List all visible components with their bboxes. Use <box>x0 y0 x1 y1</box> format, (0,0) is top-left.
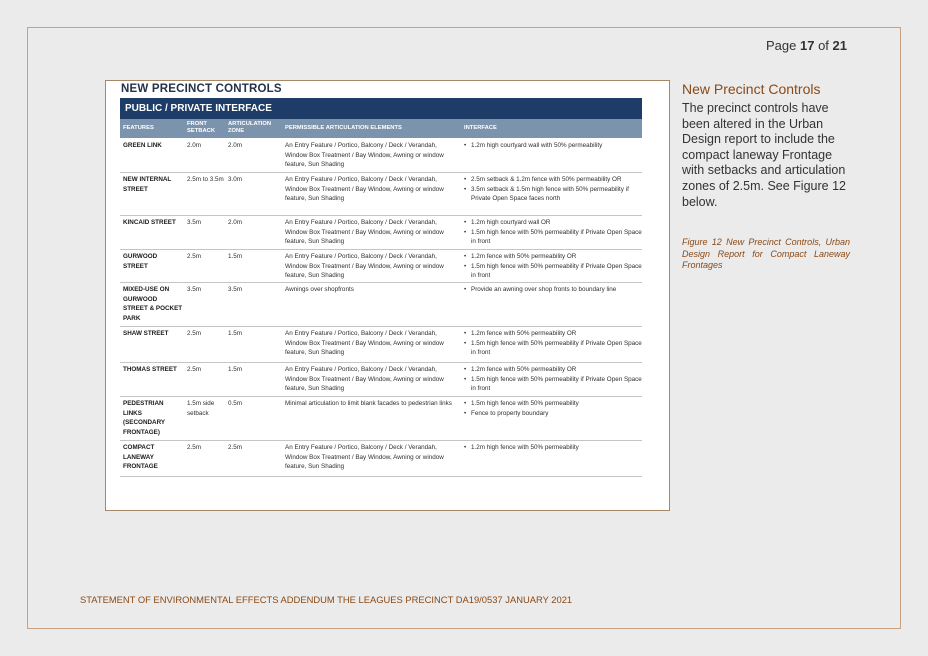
interface-item: • 1.2m fence with 50% permeability OR <box>464 329 642 339</box>
row-elements: An Entry Feature / Portico, Balcony / Deck / Verandah, Window Box Treatment / Bay Window, Awning or window feature, Sun Shading <box>285 444 444 470</box>
row-feature: THOMAS STREET <box>123 366 177 373</box>
row-zone: 2.0m <box>228 219 242 226</box>
table-row <box>120 440 642 477</box>
row-elements: Awnings over shopfronts <box>285 286 354 293</box>
row-elements: An Entry Feature / Portico, Balcony / Deck / Verandah, Window Box Treatment / Bay Window, Awning or window feature, Sun Shading <box>285 219 444 245</box>
row-setback: 2.5m <box>187 444 201 451</box>
row-elements: An Entry Feature / Portico, Balcony / Deck / Verandah, Window Box Treatment / Bay Window, Awning or window feature, Sun Shading <box>285 366 444 392</box>
row-setback: 1.5m side setback <box>187 400 215 417</box>
footer-text: STATEMENT OF ENVIRONMENTAL EFFECTS ADDENDUM THE LEAGUES PRECINCT DA19/0537 JANUARY 2021 <box>80 594 573 605</box>
interface-item: • 1.5m high fence with 50% permeability if Private Open Space in front <box>464 375 642 394</box>
row-interface <box>464 399 642 418</box>
row-zone: 3.5m <box>228 286 242 293</box>
row-feature: KINCAID STREET <box>123 219 176 226</box>
row-setback: 2.5m <box>187 253 201 260</box>
row-setback: 2.5m to 3.5m <box>187 176 224 183</box>
page-current: 17 <box>799 38 815 53</box>
table-row <box>120 326 642 363</box>
header-interface: INTERFACE <box>464 125 497 131</box>
row-feature: GREEN LINK <box>123 142 162 149</box>
row-elements: An Entry Feature / Portico, Balcony / Deck / Verandah, Window Box Treatment / Bay Window, Awning or window feature, Sun Shading <box>285 253 444 279</box>
row-zone: 1.5m <box>228 366 242 373</box>
interface-item: • Fence to property boundary <box>464 409 642 419</box>
row-feature: GURWOOD STREET <box>123 253 158 270</box>
row-elements: An Entry Feature / Portico, Balcony / Deck / Verandah, Window Box Treatment / Bay Window, Awning or window feature, Sun Shading <box>285 142 444 168</box>
row-zone: 0.5m <box>228 400 242 407</box>
interface-item: • 1.5m high fence with 50% permeability if Private Open Space in front <box>464 262 642 281</box>
page-prefix: Page <box>766 38 800 53</box>
row-setback: 3.5m <box>187 219 201 226</box>
row-interface <box>464 252 642 281</box>
row-interface <box>464 141 642 151</box>
row-zone: 3.0m <box>228 176 242 183</box>
row-setback: 3.5m <box>187 286 201 293</box>
interface-item: • 1.5m high fence with 50% permeability if Private Open Space in front <box>464 228 642 247</box>
row-zone: 2.0m <box>228 142 242 149</box>
row-feature: SHAW STREET <box>123 330 169 337</box>
header-front-setback: FRONT SETBACK <box>187 121 216 134</box>
row-setback: 2.5m <box>187 330 201 337</box>
row-feature: MIXED-USE ON GURWOOD STREET & POCKET PARK <box>123 286 183 322</box>
table-row <box>120 138 642 173</box>
row-feature: NEW INTERNAL STREET <box>123 176 172 193</box>
row-interface <box>464 443 642 453</box>
section-band: PUBLIC / PRIVATE INTERFACE <box>120 98 642 119</box>
row-interface <box>464 285 642 295</box>
interface-item: • 1.2m fence with 50% permeability OR <box>464 365 642 375</box>
row-feature: PEDESTRIAN LINKS (SECONDARY FRONTAGE) <box>123 400 165 436</box>
row-interface <box>464 365 642 394</box>
interface-item: • 2.5m setback & 1.2m fence with 50% permeability OR <box>464 175 642 185</box>
interface-item: • 1.2m high courtyard wall OR <box>464 218 642 228</box>
interface-item: • Provide an awning over shop fronts to boundary line <box>464 285 642 295</box>
row-feature: COMPACT LANEWAY FRONTAGE <box>123 444 158 470</box>
page-of: of <box>814 38 833 53</box>
figure-title: NEW PRECINCT CONTROLS <box>121 83 282 95</box>
table-row <box>120 172 642 216</box>
table-row <box>120 215 642 250</box>
row-interface <box>464 175 642 204</box>
table-row <box>120 396 642 441</box>
table-row <box>120 282 642 327</box>
table-row <box>120 249 642 283</box>
table-header <box>120 119 642 138</box>
header-features: FEATURES <box>123 125 154 131</box>
figure-precinct-controls <box>105 80 670 511</box>
page-number <box>766 38 847 53</box>
row-setback: 2.0m <box>187 142 201 149</box>
sidebar-body: The precinct controls have been altered in the Urban Design report to include the compact laneway Frontage with setbacks and articulation zones of 2.5m. See Figure 12 below. <box>682 101 846 209</box>
row-zone: 1.5m <box>228 253 242 260</box>
header-articulation-zone: ARTICULATION ZONE <box>228 121 272 134</box>
row-zone: 2.5m <box>228 444 242 451</box>
row-setback: 2.5m <box>187 366 201 373</box>
interface-item: • 1.5m high fence with 50% permeability if Private Open Space in front <box>464 339 642 358</box>
interface-item: • 1.2m fence with 50% permeability OR <box>464 252 642 262</box>
interface-item: • 1.2m high fence with 50% permeability <box>464 443 642 453</box>
table-row <box>120 362 642 397</box>
interface-item: • 3.5m setback & 1.5m high fence with 50% permeability if Private Open Space faces north <box>464 185 642 204</box>
page-total: 21 <box>832 38 847 53</box>
row-elements: An Entry Feature / Portico, Balcony / Deck / Verandah, Window Box Treatment / Bay Window, Awning or window feature, Sun Shading <box>285 176 444 202</box>
row-elements: Minimal articulation to limit blank facades to pedestrian links <box>285 400 452 407</box>
row-interface <box>464 218 642 247</box>
row-zone: 1.5m <box>228 330 242 337</box>
figure-caption: Figure 12 New Precinct Controls, Urban Design Report for Compact Laneway Frontages <box>682 237 850 270</box>
interface-item: • 1.5m high fence with 50% permeability <box>464 399 642 409</box>
row-interface <box>464 329 642 358</box>
sidebar-title: New Precinct Controls <box>682 81 821 97</box>
interface-item: • 1.2m high courtyard wall with 50% permeability <box>464 141 642 151</box>
header-elements: PERMISSIBLE ARTICULATION ELEMENTS <box>285 125 402 131</box>
row-elements: An Entry Feature / Portico, Balcony / Deck / Verandah, Window Box Treatment / Bay Window, Awning or window feature, Sun Shading <box>285 330 444 356</box>
